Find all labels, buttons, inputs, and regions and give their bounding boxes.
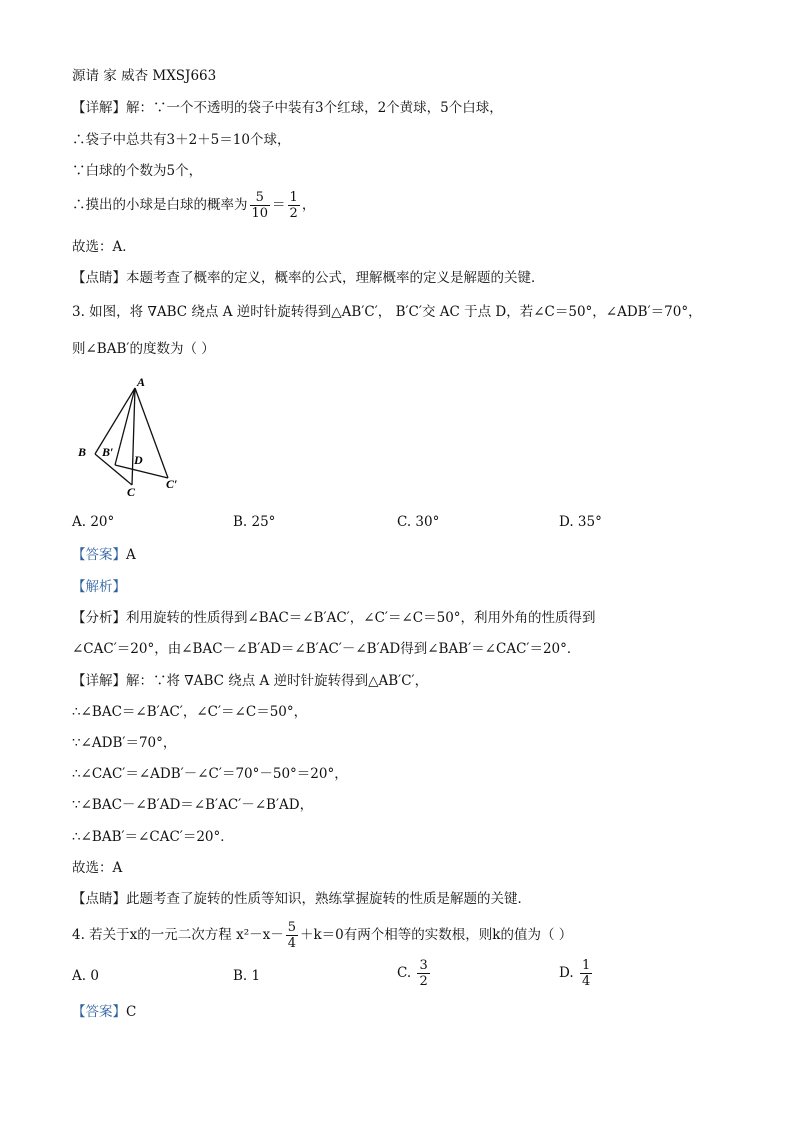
frac-num: 1 [581,958,591,973]
detail-tag: 【详解】 [72,100,126,116]
q2-point [72,269,545,287]
q3-fenxi [72,609,596,627]
detail-text: 解：∵将 ∇ABC 绕点 A 逆时针旋转得到△AB′C′， [126,673,429,689]
equals: ＝ [272,197,286,213]
label-B: B [78,445,87,459]
segment-AB [95,388,135,454]
label-C: C [127,485,136,499]
analysis-tag: 【解析】 [72,579,126,595]
fraction-1-2 [288,190,300,221]
point-tag: 【点睛】 [72,891,126,907]
q3-stem-line1: 3. 如图，将 ∇ABC 绕点 A 逆时针旋转得到△AB′C′， B′C′交 AC 于点 D，若∠C＝50°，∠ADB′＝70°， [72,304,702,320]
q2-line3: ∵白球的个数为5个， [72,163,203,179]
triangle-rotation-figure [70,370,190,500]
option-c-label: C. [397,965,412,981]
detail-tag: 【详解】 [72,673,126,689]
frac-num: 1 [289,190,298,205]
q3-analysis-tag [72,578,126,596]
segment-AB1 [115,388,135,465]
q3-option-d: D. 35° [559,514,602,530]
q2-line2: ∴袋子中总共有3＋2＋5＝10个球， [72,132,291,148]
q3-option-b: B. 25° [233,514,276,530]
frac-num: 3 [419,958,428,973]
q4-option-a: A. 0 [72,968,99,984]
answer-value: A [126,547,136,563]
fraction-3-2 [417,958,429,989]
point-tag: 【点睛】 [72,270,126,286]
frac-num: 5 [250,190,271,206]
fraction-5-4 [286,920,298,951]
frac-den: 10 [251,206,269,221]
label-C-prime: C′ [166,477,178,491]
label-D: D [134,453,143,467]
frac-num: 5 [287,920,296,935]
q2-line4 [72,190,315,221]
segment-BC [95,454,132,485]
point-text: 此题考查了旋转的性质等知识，熟练掌握旋转的性质是解题的关键． [126,891,531,907]
q3-option-c: C. 30° [397,514,440,530]
q3-step-3: ∴∠CAC′＝∠ADB′－∠C′＝70°－50°＝20°， [72,766,348,782]
q2-line4-prefix: ∴摸出的小球是白球的概率为 [72,197,248,213]
option-d-label: D. [559,965,574,981]
q3-step-4: ∵∠BAC－∠B′AD＝∠B′AC′－∠B′AD， [72,797,314,813]
fraction-1-4 [580,958,592,989]
q4-option-c [397,958,432,989]
q4-option-b: B. 1 [233,968,261,984]
frac-den: 4 [287,936,296,951]
q3-point [72,890,531,908]
label-A: A [137,375,146,389]
q2-choice: 故选：A． [72,239,136,255]
q4-answer [72,1003,136,1021]
q4-option-d [559,958,594,989]
q3-stem-line2: 则∠BAB′的度数为（ ） [72,341,215,357]
fraction-5-10 [250,190,271,221]
answer-tag: 【答案】 [72,1004,126,1020]
answer-value: C [126,1004,137,1020]
q3-step-5: ∴∠BAB′＝∠CAC′＝20°． [72,829,234,845]
q3-step-1: ∴∠BAC＝∠B′AC′，∠C′＝∠C＝50°， [72,704,308,720]
q3-step-2: ∵∠ADB′＝70°， [72,735,177,751]
detail-text: 解：∵一个不透明的袋子中装有3个红球，2个黄球，5个白球， [126,100,503,116]
q3-choice: 故选：A [72,860,123,876]
frac-den: 2 [289,206,298,221]
q3-fenxi-line2: ∠CAC′＝20°，由∠BAC－∠B′AD＝∠B′AC′－∠B′AD得到∠BAB′＝∠CAC′＝20°． [72,641,581,657]
q4-stem [72,920,572,951]
fenxi-tag: 【分析】 [72,610,126,626]
page-header: 源请 家 威杏 MXSJ663 [72,68,217,84]
q4-stem-prefix: 4. 若关于x的一元二次方程 x²－x－ [72,927,284,943]
q3-detail [72,672,428,690]
answer-tag: 【答案】 [72,547,126,563]
frac-den: 2 [419,974,428,989]
point-text: 本题考查了概率的定义，概率的公式，理解概率的定义是解题的关键． [126,270,545,286]
q3-option-a: A. 20° [72,514,115,530]
q4-stem-suffix: ＋k＝0有两个相等的实数根，则k的值为（ ） [300,927,573,943]
q2-line4-suffix: ， [301,197,316,213]
frac-den: 4 [581,974,591,989]
fenxi-text: 利用旋转的性质得到∠BAC＝∠B′AC′，∠C′＝∠C＝50°，利用外角的性质得到 [126,610,596,626]
q3-answer [72,546,136,564]
q2-detail [72,99,503,117]
label-B-prime: B′ [102,445,114,459]
